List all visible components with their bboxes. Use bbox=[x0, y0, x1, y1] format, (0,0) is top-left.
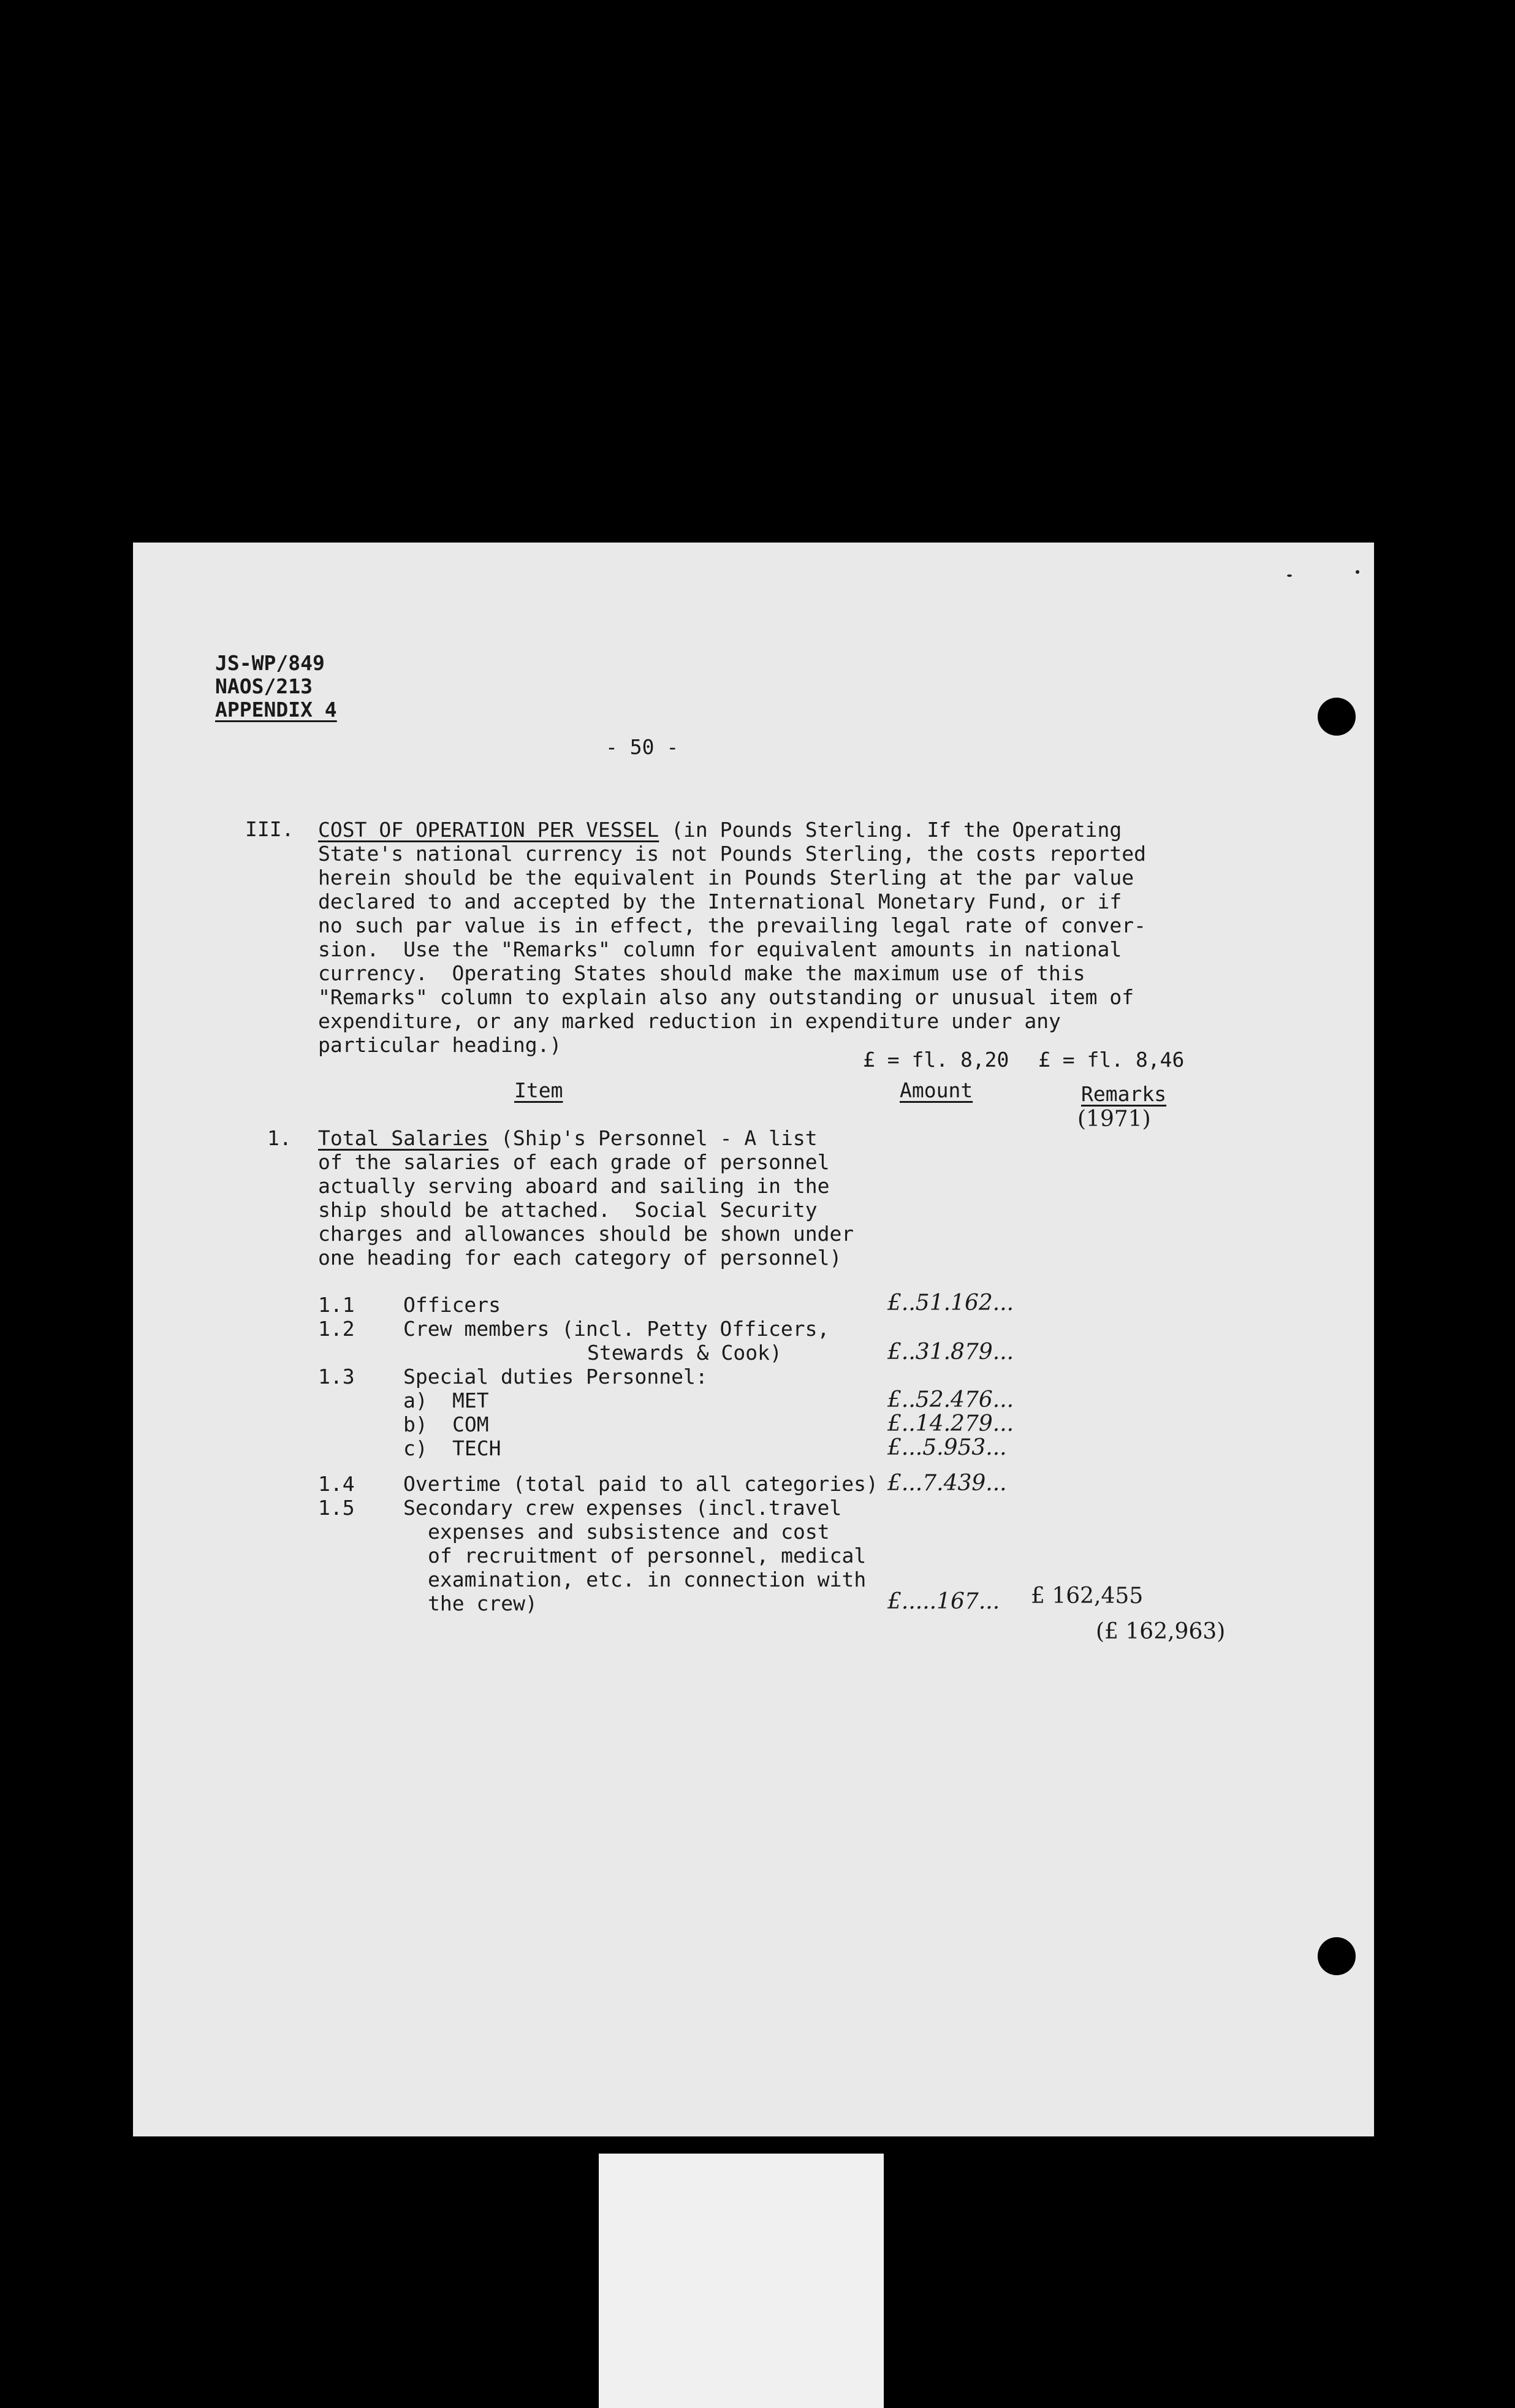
speck bbox=[1356, 570, 1359, 574]
section-title: COST OF OPERATION PER VESSEL bbox=[318, 818, 659, 842]
page-number: - 50 - bbox=[606, 735, 679, 759]
remarks-total: £ 162,455 bbox=[1031, 1583, 1144, 1609]
row-label-cont: examination, etc. in connection with bbox=[428, 1568, 867, 1591]
intro-line: sion. Use the "Remarks" column for equivalent amounts in national bbox=[318, 937, 1122, 961]
row-amount: £..52.476... bbox=[887, 1387, 1014, 1412]
row-number: 1.1 bbox=[318, 1293, 355, 1317]
amount-exchange-rate: £ = fl. 8,20 bbox=[863, 1048, 1009, 1072]
remarks-year: (1971) bbox=[1077, 1107, 1151, 1132]
intro-line: particular heading.) bbox=[318, 1033, 562, 1057]
item-number: 1. bbox=[267, 1126, 292, 1150]
remarks-exchange-rate: £ = fl. 8,46 bbox=[1038, 1048, 1185, 1072]
punch-hole-top bbox=[1318, 698, 1356, 736]
intro-line: expenditure, or any marked reduction in expenditure under any bbox=[318, 1009, 1061, 1033]
row-label: Crew members (incl. Petty Officers, bbox=[403, 1317, 830, 1341]
row-amount: £...5.953... bbox=[887, 1435, 1007, 1460]
item-title: Total Salaries bbox=[318, 1126, 489, 1150]
doc-ref-2: NAOS/213 bbox=[215, 674, 313, 698]
row-label: COM bbox=[452, 1412, 489, 1436]
intro-line: currency. Operating States should make the maximum use of this bbox=[318, 961, 1085, 985]
row-amount: £..14.279... bbox=[887, 1411, 1014, 1436]
item-desc-line: charges and allowances should be shown under bbox=[318, 1222, 854, 1246]
row-label: Officers bbox=[403, 1293, 501, 1317]
row-number: 1.2 bbox=[318, 1317, 355, 1341]
column-header-amount: Amount bbox=[900, 1078, 973, 1102]
row-label: TECH bbox=[452, 1436, 501, 1460]
column-header-item: Item bbox=[514, 1078, 563, 1102]
row-label-cont: of recruitment of personnel, medical bbox=[428, 1544, 867, 1568]
section-intro bbox=[318, 818, 1176, 1057]
intro-line: herein should be the equivalent in Pounds Sterling at the par value bbox=[318, 866, 1134, 890]
intro-line: no such par value is in effect, the prevailing legal rate of conver- bbox=[318, 913, 1147, 937]
item-desc-line: one heading for each category of personnel) bbox=[318, 1246, 842, 1270]
row-amount: £.....167... bbox=[887, 1589, 1000, 1614]
intro-line: declared to and accepted by the International Monetary Fund, or if bbox=[318, 890, 1122, 913]
item-desc-line: actually serving aboard and sailing in the bbox=[318, 1174, 830, 1198]
row-label: Special duties Personnel: bbox=[403, 1365, 708, 1389]
row-amount: £..31.879... bbox=[887, 1339, 1014, 1365]
column-header-remarks: Remarks bbox=[1081, 1082, 1167, 1106]
punch-hole-bottom bbox=[1318, 1937, 1356, 1975]
row-label-cont: Stewards & Cook) bbox=[587, 1341, 782, 1365]
intro-line: COST OF OPERATION PER VESSEL (in Pounds Sterling. If the Operating bbox=[318, 818, 1122, 842]
row-label: Secondary crew expenses (incl.travel bbox=[403, 1496, 842, 1520]
remarks-total-alt: (£ 162,963) bbox=[1096, 1619, 1226, 1644]
speck bbox=[1287, 574, 1292, 577]
row-number: 1.3 bbox=[318, 1365, 355, 1389]
doc-ref-1: JS-WP/849 bbox=[215, 651, 325, 675]
row-sub-letter: b) bbox=[403, 1412, 428, 1436]
paper-slip bbox=[599, 2154, 884, 2408]
row-number: 1.4 bbox=[318, 1472, 355, 1496]
row-label: MET bbox=[452, 1389, 489, 1412]
row-label: Overtime (total paid to all categories) bbox=[403, 1472, 878, 1496]
row-sub-letter: a) bbox=[403, 1389, 428, 1412]
appendix-label: APPENDIX 4 bbox=[215, 698, 337, 722]
item-desc-line: Total Salaries (Ship's Personnel - A list bbox=[318, 1126, 818, 1150]
item-desc-line: ship should be attached. Social Security bbox=[318, 1198, 818, 1222]
row-label-cont: expenses and subsistence and cost bbox=[428, 1520, 830, 1544]
row-number: 1.5 bbox=[318, 1496, 355, 1520]
row-amount: £...7.439... bbox=[887, 1471, 1007, 1496]
intro-line: State's national currency is not Pounds Sterling, the costs reported bbox=[318, 842, 1147, 866]
section-number: III. bbox=[245, 817, 294, 841]
row-amount: £..51.162... bbox=[887, 1290, 1014, 1316]
row-sub-letter: c) bbox=[403, 1436, 428, 1460]
intro-line: "Remarks" column to explain also any outstanding or unusual item of bbox=[318, 985, 1134, 1009]
item-desc-line: of the salaries of each grade of personnel bbox=[318, 1150, 830, 1174]
row-label-cont: the crew) bbox=[428, 1591, 537, 1615]
